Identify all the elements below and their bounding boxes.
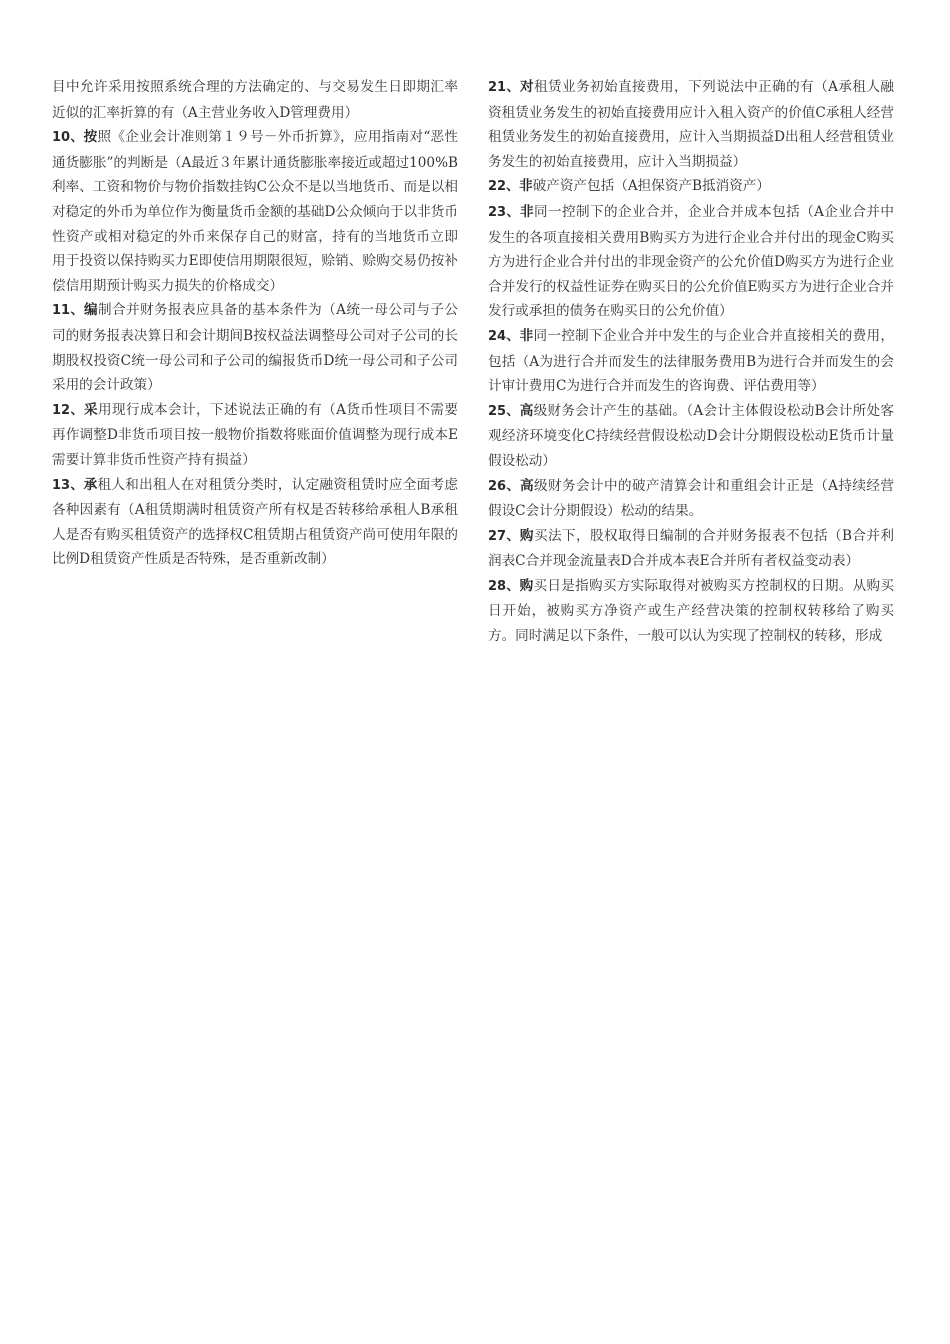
- question-item-22: [488, 174, 894, 200]
- question-lead-char: 非: [519, 178, 533, 195]
- question-item-13: [52, 473, 458, 572]
- question-item-28: [488, 574, 894, 649]
- question-text: 租赁业务初始直接费用，下列说法中正确的有（A承租人融资租赁业务发生的初始直接费用应计入租入资产的价值C承租人经营租赁业务发生的初始直接费用，应计入当期损益D出租人经营租赁业务发生的初始直接费用，应计入当期损益）: [488, 79, 895, 170]
- question-number: 28、: [488, 578, 520, 594]
- question-item-12: [52, 398, 458, 473]
- question-number: 10、: [52, 130, 84, 146]
- question-text: 破产资产包括（A担保资产B抵消资产）: [532, 178, 770, 195]
- question-text: 租人和出租人在对租赁分类时，认定融资租赁时应全面考虑各种因素有（A租赁期满时租赁资产所有权是否转移给承租人B承租人是否有购买租赁资产的选择权C租赁期占租赁资产尚可使用年限的比例D租赁资产性质是否特殊，是否重新改制）: [52, 476, 458, 568]
- question-item-27: [488, 524, 894, 574]
- question-number: 23、: [488, 204, 520, 220]
- left-column: [52, 75, 458, 572]
- question-number: 12、: [52, 402, 84, 418]
- question-lead-char: 购: [519, 577, 534, 594]
- question-number: 11、: [52, 303, 84, 319]
- question-lead-char: 购: [519, 527, 534, 544]
- question-number: 24、: [488, 328, 520, 344]
- question-number: 27、: [488, 528, 520, 544]
- question-text: 用现行成本会计，下述说法正确的有（A货币性项目不需要再作调整D非货币项目按一般物价指数将账面价值调整为现行成本E需要计算非货币性资产持有损益）: [52, 401, 459, 468]
- question-lead-char: 高: [519, 477, 534, 494]
- question-item-cont: [52, 75, 458, 125]
- question-lead-char: 采: [83, 401, 98, 418]
- question-item-24: [488, 324, 894, 399]
- question-item-25: [488, 399, 894, 474]
- question-text: 制合并财务报表应具备的基本条件为（A统一母公司与子公司的财务报表决算日和会计期间B按权益法调整母公司对子公司的长期股权投资C统一母公司和子公司的编报货币D统一母公司和子公司采用的会计政策）: [52, 302, 459, 394]
- question-text: 照《企业会计准则第１９号－外币折算》，应用指南对“恶性通货膨胀”的判断是（A最近３年累计通货膨胀率接近或超过100%B利率、工资和物价与物价指数挂钩C公众不是以当地货币、而是以相对稳定的外币为单位作为衡量货币金额的基础D公众倾向于以非货币性资产或相对稳定的外币来保存自己的财富，持有的当地货币立即用于投资以保持购买力E即使信用期限很短，赊销、赊购交易仍按补偿信用期预计购买力损失的价格成交）: [52, 129, 459, 294]
- question-text: 级财务会计中的破产清算会计和重组会计正是（A持续经营假设C会计分期假设）松动的结果。: [488, 477, 895, 520]
- question-number: 25、: [488, 403, 520, 419]
- question-number: 22、: [488, 179, 520, 195]
- question-item-21: [488, 75, 894, 174]
- question-item-11: [52, 298, 458, 397]
- question-text: 目中允许采用按照系统合理的方法确定的、与交易发生日即期汇率近似的汇率折算的有（A主营业务收入D管理费用）: [52, 79, 458, 121]
- question-item-23: [488, 200, 894, 324]
- question-text: 级财务会计产生的基础。（A会计主体假设松动B会计所处客观经济环境变化C持续经营假设松动D会计分期假设松动E货币计量假设松动）: [488, 402, 895, 469]
- question-text: 同一控制下的企业合并，企业合并成本包括（A企业合并中发生的各项直接相关费用B购买方为进行企业合并付出的现金C购买方为进行企业合并付出的非现金资产的公允价值D购买方为进行企业合并发行的权益性证券在购买日的公允价值E购买方为进行企业合并发行或承担的债务在购买日的公允价值）: [488, 203, 895, 320]
- question-number: 21、: [488, 80, 520, 95]
- question-lead-char: 非: [519, 203, 534, 220]
- question-lead-char: 按: [83, 129, 98, 146]
- question-number: 13、: [52, 477, 84, 493]
- right-column: [488, 75, 894, 649]
- question-text: 买法下，股权取得日编制的合并财务报表不包括（B合并利润表C合并现金流量表D合并成本表E合并所有者权益变动表）: [488, 527, 895, 570]
- question-lead-char: 高: [519, 402, 534, 419]
- question-text: 同一控制下企业合并中发生的与企业合并直接相关的费用，包括（A为进行合并而发生的法律服务费用B为进行合并而发生的会计审计费用C为进行合并而发生的咨询费、评估费用等）: [488, 327, 894, 395]
- question-text: 买日是指购买方实际取得对被购买方控制权的日期。从购买日开始，被购买方净资产或生产经营决策的控制权转移给了购买方。同时满足以下条件，一般可以认为实现了控制权的转移，形成: [488, 577, 894, 645]
- question-item-10: [52, 125, 458, 298]
- question-lead-char: 非: [519, 327, 534, 344]
- question-number: 26、: [488, 478, 520, 494]
- question-lead-char: 对: [519, 79, 534, 95]
- question-lead-char: 编: [83, 302, 98, 319]
- question-lead-char: 承: [83, 476, 98, 493]
- question-item-26: [488, 474, 894, 524]
